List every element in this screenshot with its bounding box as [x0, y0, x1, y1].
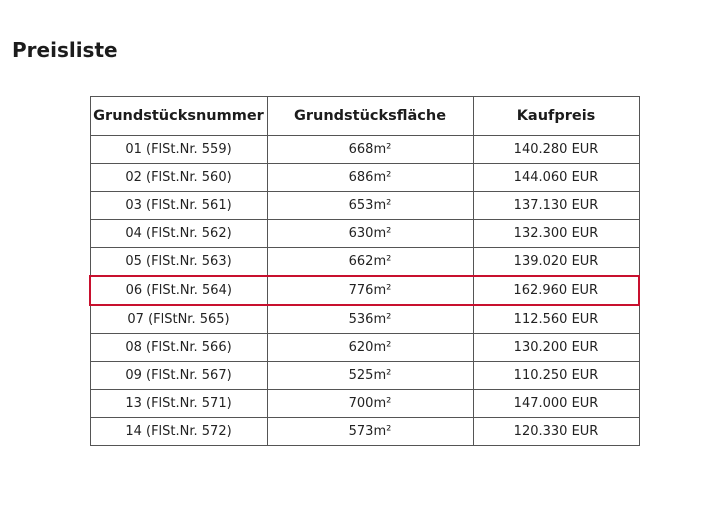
cell-kaufpreis: 110.250 EUR: [473, 362, 639, 390]
cell-grundstuecksflaeche: 630m²: [267, 220, 473, 248]
table-row: [90, 334, 639, 362]
page-title: Preisliste: [12, 38, 118, 62]
cell-kaufpreis: 132.300 EUR: [473, 220, 639, 248]
cell-grundstuecksnummer: 02 (FlSt.Nr. 560): [90, 164, 267, 192]
cell-kaufpreis: 147.000 EUR: [473, 390, 639, 418]
cell-grundstuecksnummer: 05 (FlSt.Nr. 563): [90, 248, 267, 277]
table-row: [90, 136, 639, 164]
cell-kaufpreis: 140.280 EUR: [473, 136, 639, 164]
cell-grundstuecksnummer: 06 (FlSt.Nr. 564): [90, 276, 267, 305]
cell-kaufpreis: 162.960 EUR: [473, 276, 639, 305]
cell-kaufpreis: 144.060 EUR: [473, 164, 639, 192]
cell-kaufpreis: 137.130 EUR: [473, 192, 639, 220]
price-table: [89, 96, 640, 446]
cell-grundstuecksnummer: 03 (FlSt.Nr. 561): [90, 192, 267, 220]
column-header-grundstuecksnummer: Grundstücksnummer: [90, 97, 267, 136]
cell-grundstuecksflaeche: 620m²: [267, 334, 473, 362]
cell-grundstuecksflaeche: 662m²: [267, 248, 473, 277]
table-row: [90, 220, 639, 248]
cell-grundstuecksflaeche: 776m²: [267, 276, 473, 305]
table-row: [90, 248, 639, 277]
cell-grundstuecksnummer: 07 (FlStNr. 565): [90, 305, 267, 334]
table-row: [90, 390, 639, 418]
cell-grundstuecksflaeche: 573m²: [267, 418, 473, 446]
cell-kaufpreis: 139.020 EUR: [473, 248, 639, 277]
table-row-highlighted: [90, 276, 639, 305]
cell-grundstuecksflaeche: 653m²: [267, 192, 473, 220]
cell-kaufpreis: 120.330 EUR: [473, 418, 639, 446]
cell-grundstuecksnummer: 04 (FlSt.Nr. 562): [90, 220, 267, 248]
cell-grundstuecksflaeche: 668m²: [267, 136, 473, 164]
table-row: [90, 164, 639, 192]
cell-grundstuecksnummer: 13 (FlSt.Nr. 571): [90, 390, 267, 418]
cell-grundstuecksnummer: 14 (FlSt.Nr. 572): [90, 418, 267, 446]
column-header-grundstuecksflaeche: Grundstücksfläche: [267, 97, 473, 136]
cell-grundstuecksflaeche: 700m²: [267, 390, 473, 418]
cell-grundstuecksflaeche: 525m²: [267, 362, 473, 390]
cell-grundstuecksnummer: 01 (FlSt.Nr. 559): [90, 136, 267, 164]
cell-grundstuecksflaeche: 686m²: [267, 164, 473, 192]
table-header-row: [90, 97, 639, 136]
cell-kaufpreis: 130.200 EUR: [473, 334, 639, 362]
cell-grundstuecksnummer: 08 (FlSt.Nr. 566): [90, 334, 267, 362]
table-row: [90, 192, 639, 220]
column-header-kaufpreis: Kaufpreis: [473, 97, 639, 136]
cell-kaufpreis: 112.560 EUR: [473, 305, 639, 334]
table-row: [90, 418, 639, 446]
cell-grundstuecksnummer: 09 (FlSt.Nr. 567): [90, 362, 267, 390]
table-row: [90, 305, 639, 334]
table-row: [90, 362, 639, 390]
cell-grundstuecksflaeche: 536m²: [267, 305, 473, 334]
